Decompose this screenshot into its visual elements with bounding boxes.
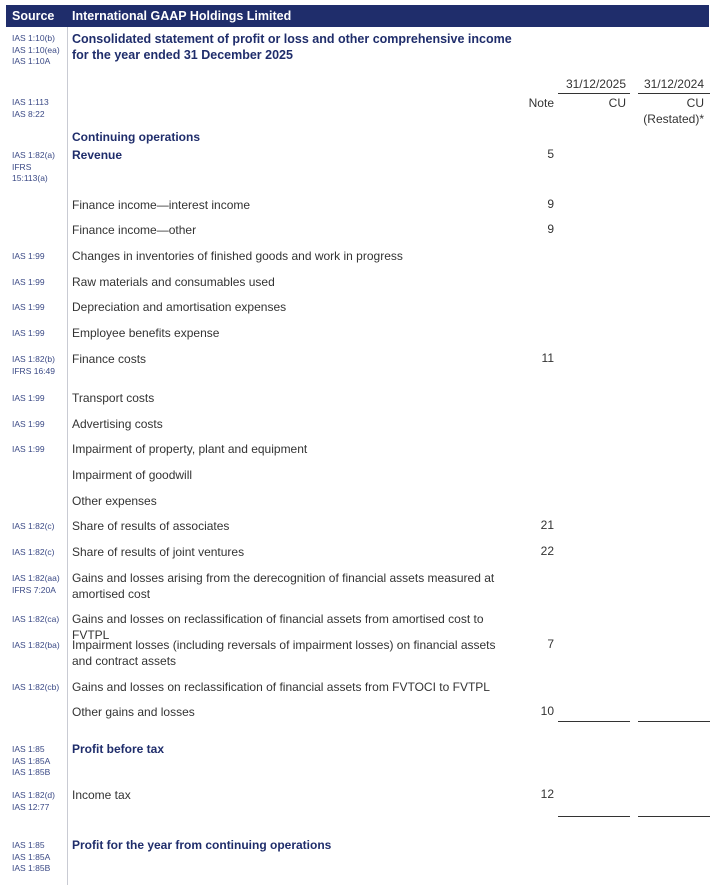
row-label: Other expenses [72,494,157,508]
source-ref: IAS 1:113 [12,97,49,107]
source-ref: IFRS 7:20A [12,584,56,595]
row-label: Finance income—other [72,223,197,237]
source-ref: IAS 1:82(aa) [12,573,60,583]
source-ref: IAS 1:10A [12,56,51,66]
source-ref: IFRS 15:113(a) [12,161,48,183]
source-ref: IAS 8:22 [12,108,45,119]
source-ref: IAS 1:85 [12,744,45,754]
col1-header-rule [558,93,630,94]
source-ref: IAS 1:99 [12,328,45,338]
tax-rule-col2 [638,816,710,817]
source-ref: IAS 1:82(cb) [12,682,60,692]
source-ref: IAS 1:82(c) [12,547,55,557]
row-label: Share of results of joint ventures [72,545,245,559]
source-ref: IAS 1:99 [12,302,45,312]
row-label: Gains and losses on reclassification of financial assets from FVTOCI to FVTPL [72,680,490,694]
source-ref: IAS 1:82(b) [12,354,55,364]
col1-date: 31/12/2025 [565,77,626,91]
statement-title-line1: Consolidated statement of profit or loss and other comprehensive income [72,32,512,46]
title-sources [12,33,66,68]
column-header-sources [12,97,66,120]
col2-header-rule [638,93,710,94]
row-label: Income tax [72,788,131,802]
source-ref: IAS 1:99 [12,277,45,287]
row-label: Advertising costs [72,417,163,431]
row-note: 12 [540,787,554,801]
statement-title-line2: for the year ended 31 December 2025 [72,48,293,62]
row-label: Continuing operations [72,130,200,144]
row-label: Transport costs [72,391,155,405]
source-ref: IAS 1:99 [12,251,45,261]
row-sources [12,640,66,652]
source-ref: IAS 1:85B [12,767,51,777]
row-label: Depreciation and amortisation expenses [72,300,287,314]
row-sources [12,277,66,289]
row-sources [12,682,66,694]
source-ref: IAS 1:82(a) [12,150,55,160]
row-note: 10 [540,704,554,718]
source-ref: IAS 1:85B [12,863,51,873]
row-note: 11 [541,351,554,365]
row-label: Impairment of goodwill [72,468,193,482]
col1-unit: CU [608,96,626,110]
row-note: 9 [547,197,554,211]
col2-unit: CU [686,96,704,110]
row-label: Revenue [72,148,123,162]
row-sources [12,354,66,377]
company-name: International GAAP Holdings Limited [72,9,292,23]
row-sources [12,302,66,314]
row-sources [12,744,66,779]
source-ref: IAS 1:99 [12,444,45,454]
row-label: Impairment losses (including reversals of impairment losses) on financial assets and contract assets [72,638,496,668]
col2-restated: (Restated)* [643,112,704,126]
row-sources [12,614,66,626]
row-sources [12,444,66,456]
row-sources [12,790,66,813]
row-sources [12,547,66,559]
source-ref: IAS 1:82(d) [12,790,55,800]
source-ref: IAS 1:10(ea) [12,44,60,55]
source-divider [67,27,68,885]
row-note: 5 [547,147,554,161]
source-ref: IAS 1:10(b) [12,33,55,43]
statement-title [72,31,512,63]
row-note: 9 [547,222,554,236]
row-sources [12,521,66,533]
row-sources [12,573,66,596]
source-ref: IAS 1:82(c) [12,521,55,531]
row-sources [12,251,66,263]
source-ref: IAS 1:85A [12,851,51,862]
row-label: Finance costs [72,352,147,366]
source-ref: IAS 1:82(ba) [12,640,60,650]
row-label: Profit for the year from continuing operations [72,838,332,852]
source-ref: IAS 12:77 [12,801,50,812]
note-column-header: Note [528,96,554,110]
row-sources [12,393,66,405]
row-label: Changes in inventories of finished goods and work in progress [72,249,403,263]
source-ref: IAS 1:99 [12,419,45,429]
row-label: Gains and losses arising from the derecognition of financial assets measured at amortised cost [72,571,495,601]
source-column-header: Source [12,9,55,23]
source-ref: IAS 1:85 [12,840,45,850]
row-note: 21 [540,518,554,532]
row-sources [12,419,66,431]
source-ref: IAS 1:82(ca) [12,614,60,624]
row-label: Finance income—interest income [72,198,251,212]
source-ref: IFRS 16:49 [12,365,55,376]
row-note: 7 [547,637,554,651]
row-sources [12,150,66,185]
row-label: Employee benefits expense [72,326,220,340]
tax-rule-col1 [558,816,630,817]
header-bar [6,5,709,27]
row-label: Gains and losses on reclassification of financial assets from amortised cost to FVTPL [72,612,484,642]
row-sources [12,840,66,875]
row-sources [12,328,66,340]
row-label: Raw materials and consumables used [72,275,275,289]
row-note: 22 [540,544,554,558]
row-label: Share of results of associates [72,519,230,533]
row-label: Profit before tax [72,742,165,756]
subtotal-rule-col2 [638,721,710,722]
col2-date: 31/12/2024 [643,77,704,91]
source-ref: IAS 1:99 [12,393,45,403]
source-ref: IAS 1:85A [12,755,51,766]
subtotal-rule-col1 [558,721,630,722]
row-label: Impairment of property, plant and equipment [72,442,308,456]
row-label: Other gains and losses [72,705,195,719]
